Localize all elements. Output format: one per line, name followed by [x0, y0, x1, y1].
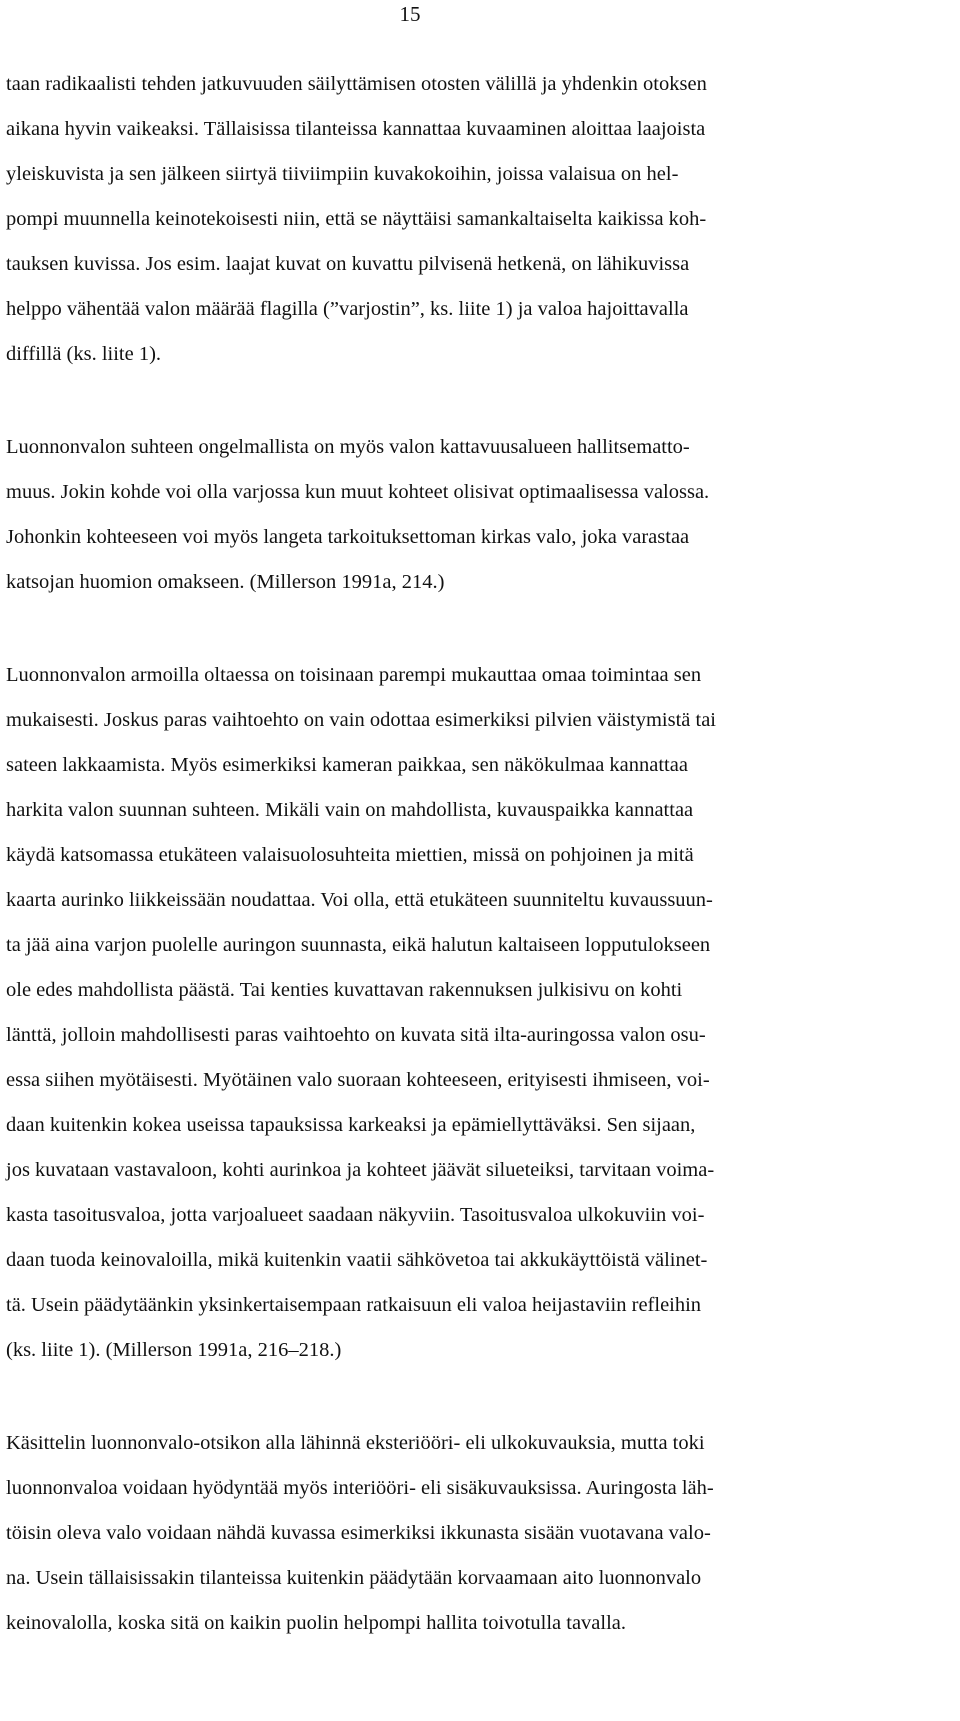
text-line: Luonnonvalon armoilla oltaessa on toisinaan parempi mukauttaa omaa toimintaa sen — [6, 664, 702, 686]
text-line: käydä katsomassa etukäteen valaisuolosuhteita miettien, missä on pohjoinen ja mitä — [6, 844, 694, 866]
text-line: yleiskuvista ja sen jälkeen siirtyä tiiviimpiin kuvakokoihin, joissa valaisua on hel- — [6, 163, 679, 185]
text-line: muus. Jokin kohde voi olla varjossa kun muut kohteet olisivat optimaalisessa valossa. — [6, 481, 710, 503]
text-line: essa siihen myötäisesti. Myötäinen valo suoraan kohteeseen, erityisesti ihmiseen, voi- — [6, 1069, 710, 1091]
text-line: kaarta aurinko liikkeissään noudattaa. Voi olla, että etukäteen suunniteltu kuvaussuun- — [6, 889, 713, 911]
text-line: diffillä (ks. liite 1). — [6, 343, 162, 365]
text-line: keinovalolla, koska sitä on kaikin puolin helpompi hallita toivotulla tavalla. — [6, 1612, 627, 1634]
text-line: na. Usein tällaisissakin tilanteissa kuitenkin päädytään korvaamaan aito luonnonvalo — [6, 1567, 702, 1589]
text-line: Käsittelin luonnonvalo-otsikon alla lähinnä eksteriööri- eli ulkokuvauksia, mutta toki — [6, 1432, 705, 1454]
text-line: kasta tasoitusvaloa, jotta varjoalueet saadaan näkyviin. Tasoitusvaloa ulkokuviin voi- — [6, 1204, 705, 1226]
text-line: mukaisesti. Joskus paras vaihtoehto on vain odottaa esimerkiksi pilvien väistymistä tai — [6, 709, 716, 731]
paragraph — [6, 425, 954, 605]
text-line: ta jää aina varjon puolelle auringon suunnasta, eikä halutun kaltaiseen lopputulokseen — [6, 934, 711, 956]
text-line: Johonkin kohteeseen voi myös langeta tarkoituksettoman kirkas valo, joka varastaa — [6, 526, 690, 548]
document-body — [6, 62, 954, 1646]
paragraph — [6, 653, 954, 1373]
text-line: helppo vähentää valon määrää flagilla (”varjostin”, ks. liite 1) ja valoa hajoittavalla — [6, 298, 689, 320]
text-line: Luonnonvalon suhteen ongelmallista on myös valon kattavuusalueen hallitsematto- — [6, 436, 690, 458]
paragraph-gap — [6, 605, 954, 653]
text-line: taan radikaalisti tehden jatkuvuuden säilyttämisen otosten välillä ja yhdenkin otoksen — [6, 73, 707, 95]
text-line: luonnonvaloa voidaan hyödyntää myös interiööri- eli sisäkuvauksissa. Auringosta läh- — [6, 1477, 714, 1499]
paragraph-gap — [6, 377, 954, 425]
text-line: länttä, jolloin mahdollisesti paras vaihtoehto on kuvata sitä ilta-auringossa valon osu- — [6, 1024, 706, 1046]
text-line: (ks. liite 1). (Millerson 1991a, 216–218.) — [6, 1339, 342, 1361]
text-line: sateen lakkaamista. Myös esimerkiksi kameran paikkaa, sen näkökulmaa kannattaa — [6, 754, 688, 776]
page-number: 15 — [399, 2, 421, 26]
paragraph-list — [6, 62, 954, 1646]
paragraph — [6, 62, 954, 377]
text-line: daan tuoda keinovaloilla, mikä kuitenkin vaatii sähkövetoa tai akkukäyttöistä välinet- — [6, 1249, 708, 1271]
text-line: jos kuvataan vastavaloon, kohti aurinkoa ja kohteet jäävät silueteiksi, tarvitaan voima- — [6, 1159, 715, 1181]
text-line: ole edes mahdollista päästä. Tai kenties kuvattavan rakennuksen julkisivu on kohti — [6, 979, 683, 1001]
paragraph-gap — [6, 1373, 954, 1421]
text-line: aikana hyvin vaikeaksi. Tällaisissa tilanteissa kannattaa kuvaaminen aloittaa laajoista — [6, 118, 706, 140]
paragraph — [6, 1421, 954, 1646]
text-line: daan kuitenkin kokea useissa tapauksissa karkeaksi ja epämiellyttäväksi. Sen sijaan, — [6, 1114, 696, 1136]
text-line: töisin oleva valo voidaan nähdä kuvassa esimerkiksi ikkunasta sisään vuotavana valo- — [6, 1522, 711, 1544]
text-line: katsojan huomion omakseen. (Millerson 1991a, 214.) — [6, 571, 445, 593]
text-line: pompi muunnella keinotekoisesti niin, että se näyttäisi samankaltaiselta kaikissa koh- — [6, 208, 707, 230]
text-line: tauksen kuvissa. Jos esim. laajat kuvat on kuvattu pilvisenä hetkenä, on lähikuvissa — [6, 253, 690, 275]
text-line: tä. Usein päädytäänkin yksinkertaisempaan ratkaisuun eli valoa heijastaviin refleihin — [6, 1294, 702, 1316]
text-line: harkita valon suunnan suhteen. Mikäli vain on mahdollista, kuvauspaikka kannattaa — [6, 799, 694, 821]
